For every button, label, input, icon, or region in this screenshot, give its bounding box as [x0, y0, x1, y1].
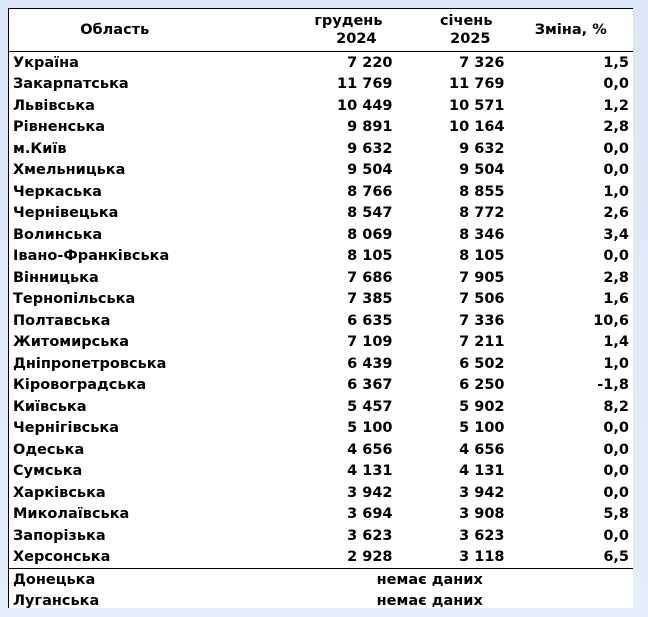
table-row — [9, 246, 634, 268]
december-value-cell: 8 766 — [347, 183, 393, 200]
region-cell: Запорізька — [9, 525, 221, 547]
january-value-cell: 9 632 — [459, 140, 505, 157]
region-cell: Херсонська — [9, 547, 221, 569]
december-value-cell: 5 457 — [347, 398, 393, 415]
change-cell: 8,2 — [509, 396, 634, 418]
january-value-cell: 3 908 — [459, 506, 505, 523]
table-row — [9, 52, 634, 74]
region-cell: Одеська — [9, 439, 221, 461]
december-value-cell: 7 109 — [347, 334, 393, 351]
december-value-cell: 11 769 — [337, 76, 393, 93]
region-cell: Хмельницька — [9, 160, 221, 182]
no-data-cell — [221, 591, 634, 609]
table-body — [9, 52, 634, 609]
december-value-cell: 7 385 — [347, 291, 393, 308]
december-value-cell: 4 131 — [347, 463, 393, 480]
december-value-cell: 9 891 — [347, 119, 393, 136]
table-row — [9, 138, 634, 160]
region-cell: Чернігівська — [9, 418, 221, 440]
table-row — [9, 461, 634, 483]
region-cell: Житомирська — [9, 332, 221, 354]
change-cell: 0,0 — [509, 461, 634, 483]
table-row — [9, 95, 634, 117]
no-data-note: немає даних — [376, 571, 483, 588]
table-row — [9, 160, 634, 182]
header-change: Зміна, % — [509, 9, 634, 52]
january-value-cell: 3 623 — [459, 527, 505, 544]
table-row — [9, 547, 634, 569]
december-value-cell: 9 632 — [347, 140, 393, 157]
table-row — [9, 224, 634, 246]
region-cell: Івано-Франківська — [9, 246, 221, 268]
january-value-cell: 3 118 — [397, 547, 509, 569]
salary-table — [8, 8, 633, 608]
change-cell: 1,5 — [509, 52, 634, 74]
january-value-cell: 4 656 — [459, 441, 505, 458]
region-cell: Полтавська — [9, 310, 221, 332]
region-cell: м.Київ — [9, 138, 221, 160]
change-cell: 0,0 — [509, 525, 634, 547]
december-value-cell: 7 220 — [347, 54, 393, 71]
table-sheet — [8, 8, 633, 608]
table-row — [9, 181, 634, 203]
region-cell: Україна — [9, 52, 221, 74]
january-value-cell: 7 211 — [459, 334, 505, 351]
change-cell: 5,8 — [509, 504, 634, 526]
region-cell: Луганська — [9, 591, 221, 609]
january-value-cell: 7 905 — [459, 269, 505, 286]
region-cell: Чернівецька — [9, 203, 221, 225]
table-row — [9, 504, 634, 526]
header-january — [397, 9, 509, 52]
january-value-cell: 8 105 — [459, 248, 505, 265]
region-cell: Дніпропетровська — [9, 353, 221, 375]
january-value-cell: 8 855 — [459, 183, 505, 200]
no-data-note: немає даних — [376, 593, 483, 608]
january-value-cell: 11 769 — [449, 76, 505, 93]
table-row — [9, 418, 634, 440]
no-data-cell — [221, 569, 634, 591]
table-row — [9, 332, 634, 354]
december-value-cell: 6 367 — [347, 377, 393, 394]
december-value-cell: 10 449 — [337, 97, 393, 114]
change-cell: 0,0 — [509, 482, 634, 504]
region-cell: Сумська — [9, 461, 221, 483]
change-cell: 3,4 — [509, 224, 634, 246]
december-value-cell: 8 069 — [347, 226, 393, 243]
table-row — [9, 203, 634, 225]
january-value-cell: 10 164 — [449, 119, 505, 136]
january-value-cell: 10 571 — [449, 97, 505, 114]
december-value-cell: 8 105 — [347, 248, 393, 265]
header-region: Область — [9, 9, 221, 52]
region-cell: Тернопільська — [9, 289, 221, 311]
header-january-month: січень — [439, 13, 493, 29]
change-cell: 0,0 — [509, 160, 634, 182]
change-cell: 1,0 — [509, 353, 634, 375]
january-value-cell: 7 506 — [459, 291, 505, 308]
region-cell: Київська — [9, 396, 221, 418]
january-value-cell: 8 346 — [459, 226, 505, 243]
region-cell: Волинська — [9, 224, 221, 246]
region-cell: Черкаська — [9, 181, 221, 203]
change-cell: 0,0 — [509, 74, 634, 96]
december-value-cell: 3 942 — [347, 484, 393, 501]
table-row — [9, 117, 634, 139]
january-value-cell: 5 100 — [459, 420, 505, 437]
region-cell: Харківська — [9, 482, 221, 504]
region-cell: Львівська — [9, 95, 221, 117]
december-value-cell: 6 635 — [347, 312, 393, 329]
december-value-cell: 4 656 — [347, 441, 393, 458]
january-value-cell: 7 326 — [459, 54, 505, 71]
december-value-cell: 2 928 — [221, 547, 397, 569]
header-december-month: грудень — [314, 13, 383, 29]
change-cell: 1,6 — [509, 289, 634, 311]
december-value-cell: 6 439 — [347, 355, 393, 372]
change-cell: -1,8 — [509, 375, 634, 397]
january-value-cell: 6 250 — [459, 377, 505, 394]
table-row-no-data — [9, 591, 634, 609]
change-cell: 2,8 — [509, 267, 634, 289]
december-value-cell: 3 623 — [347, 527, 393, 544]
region-cell: Миколаївська — [9, 504, 221, 526]
table-row — [9, 439, 634, 461]
table-row — [9, 289, 634, 311]
january-value-cell: 7 336 — [459, 312, 505, 329]
change-cell: 0,0 — [509, 418, 634, 440]
change-cell: 6,5 — [509, 547, 634, 569]
header-december — [221, 9, 397, 52]
change-cell: 1,4 — [509, 332, 634, 354]
change-cell: 2,6 — [509, 203, 634, 225]
table-row — [9, 482, 634, 504]
january-value-cell: 5 902 — [459, 398, 505, 415]
january-value-cell: 9 504 — [459, 162, 505, 179]
table-row — [9, 310, 634, 332]
table-row — [9, 353, 634, 375]
december-value-cell: 9 504 — [347, 162, 393, 179]
table-row — [9, 74, 634, 96]
change-cell: 0,0 — [509, 439, 634, 461]
header-january-year: 2025 — [450, 31, 491, 47]
table-row — [9, 375, 634, 397]
region-cell: Вінницька — [9, 267, 221, 289]
region-cell: Рівненська — [9, 117, 221, 139]
change-cell: 2,8 — [509, 117, 634, 139]
january-value-cell: 3 942 — [459, 484, 505, 501]
change-cell: 1,0 — [509, 181, 634, 203]
table-header-row — [9, 9, 634, 52]
change-cell: 10,6 — [509, 310, 634, 332]
change-cell: 1,2 — [509, 95, 634, 117]
december-value-cell: 8 547 — [347, 205, 393, 222]
december-value-cell: 3 694 — [347, 506, 393, 523]
january-value-cell: 8 772 — [459, 205, 505, 222]
table-row — [9, 267, 634, 289]
january-value-cell: 4 131 — [459, 463, 505, 480]
december-value-cell: 7 686 — [347, 269, 393, 286]
change-cell: 0,0 — [509, 138, 634, 160]
region-cell: Донецька — [9, 569, 221, 591]
december-value-cell: 5 100 — [347, 420, 393, 437]
region-cell: Кіровоградська — [9, 375, 221, 397]
table-row — [9, 525, 634, 547]
january-value-cell: 6 502 — [459, 355, 505, 372]
table-row — [9, 396, 634, 418]
header-december-year: 2024 — [336, 31, 377, 47]
table-row-no-data — [9, 569, 634, 591]
region-cell: Закарпатська — [9, 74, 221, 96]
change-cell: 0,0 — [509, 246, 634, 268]
